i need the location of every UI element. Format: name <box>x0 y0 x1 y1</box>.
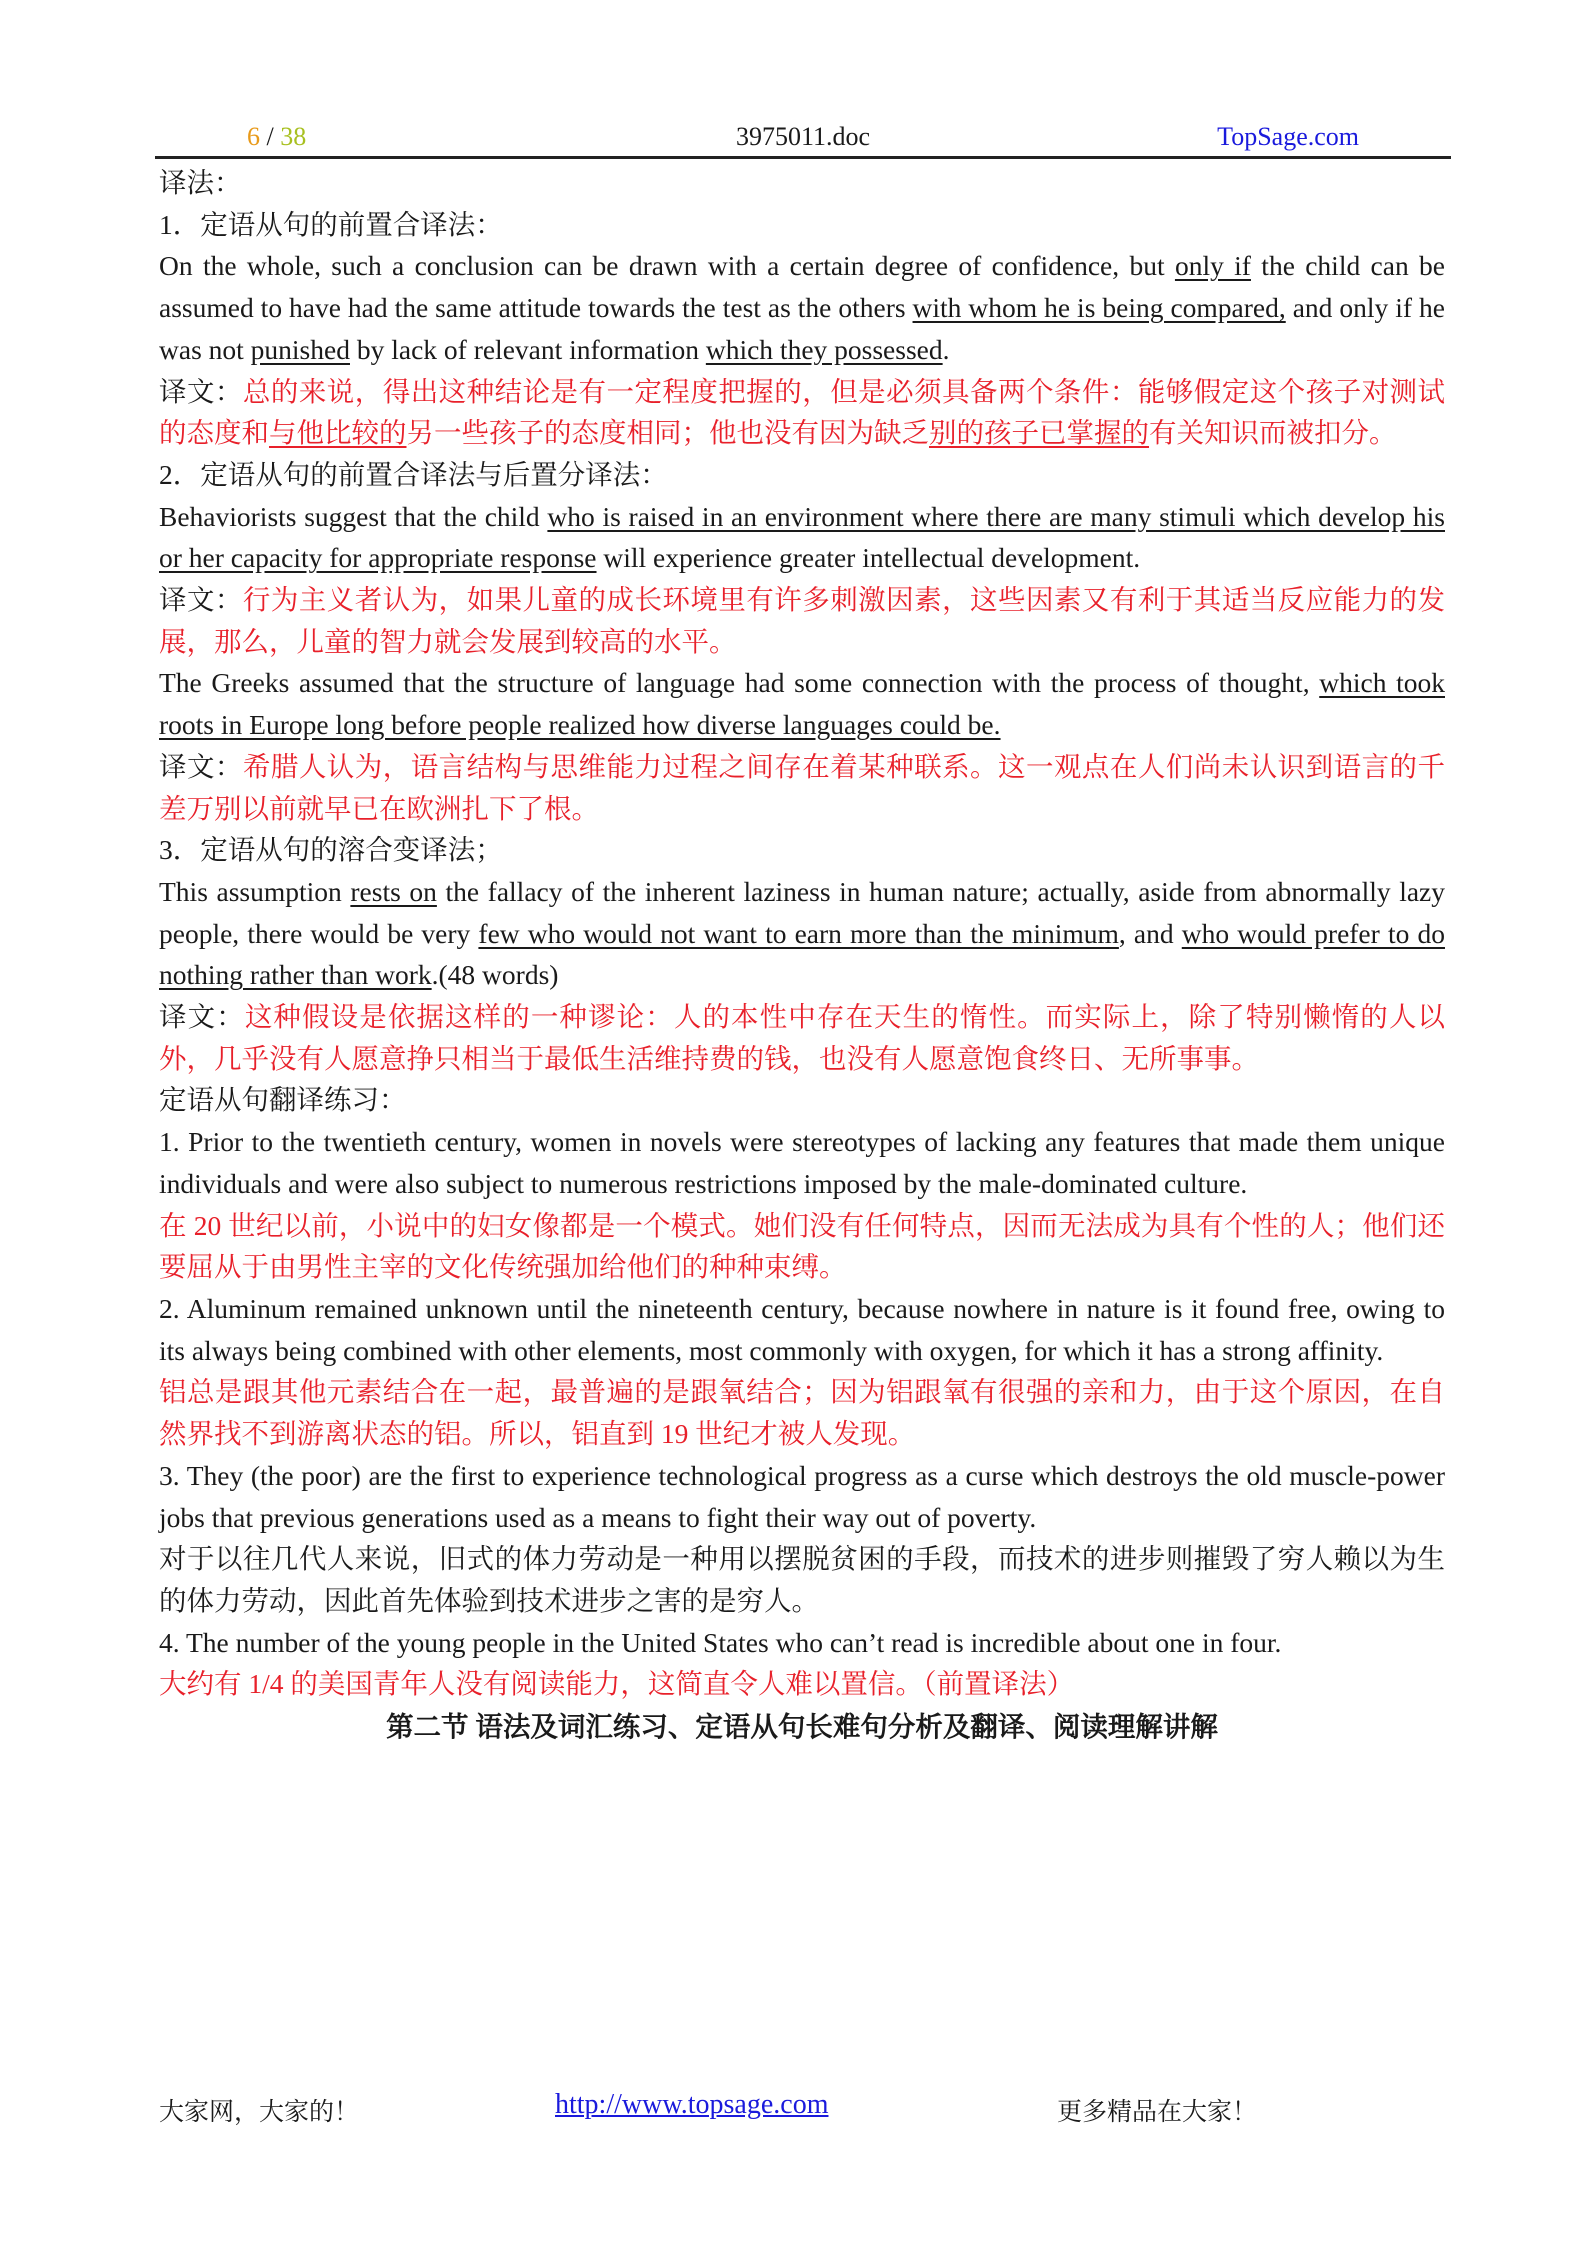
text-segment: 定语从句翻译练习： <box>159 1084 407 1116</box>
paragraph <box>159 1622 1445 1664</box>
text-segment: 2. Aluminum remained unknown until the nineteenth century, because nowhere in nature is it found free, owing to its always being combined with other elements, most commonly with oxygen, for which it has a strong affinity. <box>159 1292 1445 1366</box>
text-segment: 译文： <box>159 375 243 407</box>
section-heading: 第二节 语法及词汇练习、定语从句长难句分析及翻译、阅读理解讲解 <box>386 1711 1218 1743</box>
text-segment: The Greeks assumed that the structure of language had some connection with the process of thought, <box>159 667 1320 699</box>
underlined-text: 别的孩子已掌握的 <box>929 417 1149 449</box>
paragraph <box>159 579 1445 662</box>
footer-promo: 更多精品在大家！ <box>1057 2099 1258 2126</box>
underlined-text: who is raised in an environment where there are many stimuli which develop his or her capacity for appropriate response <box>159 500 1445 574</box>
paragraph <box>159 871 1445 996</box>
text-segment: the fallacy of the inherent laziness in human nature; actually, aside from abnormally lazy people, there would be very <box>159 875 1446 949</box>
document-body <box>159 162 1445 1748</box>
text-segment: . <box>942 333 950 365</box>
text-segment: .(48 words) <box>431 959 559 991</box>
text-segment: and only if he was not <box>159 292 1445 365</box>
text-segment: 总的来说，得出这种结论是有一定程度把握的，但是必须具备两个条件：能够假定这个孩子对测试的态度和 <box>159 375 1446 449</box>
paragraph <box>159 829 1445 871</box>
document-name: 3975011.doc <box>735 122 871 151</box>
paragraph <box>159 1538 1445 1621</box>
text-segment: 铝总是跟其他元素结合在一起，最普遍的是跟氧结合；因为铝跟氧有很强的亲和力，由于这个原因，在自然界找不到游离状态的铝。所以，铝直到 19 世纪才被人发现。 <box>159 1376 1445 1450</box>
text-segment: , and <box>1118 917 1182 949</box>
text-segment: 有关知识而被扣分。 <box>1149 417 1397 449</box>
footer-link[interactable]: http://www.topsage.com <box>555 2089 829 2120</box>
paragraph <box>159 996 1445 1079</box>
paragraph <box>159 1663 1445 1705</box>
total-pages: 38 <box>280 122 307 151</box>
underlined-text: who would prefer to do nothing rather than work <box>159 917 1445 991</box>
text-segment: 3．定语从句的溶合变译法； <box>159 834 503 866</box>
text-segment: 1．定语从句的前置合译法： <box>159 208 503 240</box>
underlined-text: rests on <box>350 875 437 907</box>
text-segment: 2．定语从句的前置合译法与后置分译法： <box>159 458 668 490</box>
underlined-text: with whom he is being compared, <box>912 292 1286 324</box>
underlined-text: 与他比较的 <box>269 417 407 449</box>
paragraph <box>159 662 1445 745</box>
underlined-text: few who would not want to earn more than the minimum <box>478 917 1119 949</box>
paragraph <box>159 1121 1445 1204</box>
text-segment: 行为主义者认为，如果儿童的成长环境里有许多刺激因素，这些因素又有利于其适当反应能力的发展，那么，儿童的智力就会发展到较高的水平。 <box>159 584 1446 657</box>
text-segment: by lack of relevant information <box>349 333 706 365</box>
text-segment: 译文： <box>159 584 243 616</box>
text-segment: the child can be assumed to have had the same attitude towards the test as the others <box>159 250 1445 324</box>
text-segment: 译文： <box>159 1001 245 1033</box>
footer-slogan: 大家网，大家的！ <box>159 2099 360 2126</box>
text-segment: 大约有 1/4 的美国青年人没有阅读能力，这简直令人难以置信。（前置译法） <box>159 1668 1075 1700</box>
paragraph <box>159 1288 1445 1371</box>
text-segment: 对于以往几代人来说，旧式的体力劳动是一种用以摆脱贫困的手段，而技术的进步则摧毁了穷人赖以为生的体力劳动，因此首先体验到技术进步之害的是穷人。 <box>159 1543 1445 1616</box>
paragraph <box>159 1079 1445 1121</box>
text-segment: 译法： <box>159 167 242 198</box>
text-segment: On the whole, such a conclusion can be drawn with a certain degree of confidence, but <box>159 250 1175 282</box>
site-name: TopSage.com <box>1217 122 1359 151</box>
current-page: 6 <box>247 122 260 151</box>
paragraph <box>159 1371 1445 1454</box>
paragraph <box>159 1205 1445 1288</box>
text-segment: 另一些孩子的态度相同；他也没有因为缺乏 <box>406 417 929 449</box>
text-segment: 希腊人认为，语言结构与思维能力过程之间存在着某种联系。这一观点在人们尚未认识到语言的千差万别以前就早已在欧洲扎下了根。 <box>159 750 1446 824</box>
text-segment: 译文： <box>159 750 243 782</box>
underlined-text: only if <box>1174 250 1251 282</box>
paragraph <box>159 245 1445 370</box>
underlined-text: which they possessed <box>705 333 943 365</box>
text-segment: 1. Prior to the twentieth century, women in novels were stereotypes of lacking any features that made them unique individuals and were also subject to numerous restrictions imposed by the male-dominated culture. <box>159 1126 1445 1199</box>
text-segment: will experience greater intellectual development. <box>596 542 1141 574</box>
text-segment: 4. The number of the young people in the United States who can’t read is incredible about one in four. <box>159 1626 1282 1658</box>
paragraph <box>159 496 1445 579</box>
page-header <box>155 118 1451 159</box>
paragraph <box>159 204 1445 246</box>
text-segment: This assumption <box>159 875 351 907</box>
paragraph <box>159 1455 1445 1538</box>
underlined-text: which took roots in Europe long before people realized how diverse languages could be. <box>159 667 1445 741</box>
text-segment: Behaviorists suggest that the child <box>159 500 548 532</box>
paragraph <box>159 454 1445 496</box>
paragraph <box>159 162 1445 204</box>
text-segment: 在 20 世纪以前，小说中的妇女像都是一个模式。她们没有任何特点，因而无法成为具有个性的人；他们还要屈从于由男性主宰的文化传统强加给他们的种种束缚。 <box>159 1209 1445 1283</box>
text-segment: 3. They (the poor) are the first to experience technological progress as a curse which destroys the old muscle-power jobs that previous generations used as a means to fight their way out of poverty. <box>159 1459 1445 1533</box>
paragraph <box>159 371 1445 454</box>
underlined-text: punished <box>250 333 350 365</box>
text-segment: 这种假设是依据这样的一种谬论：人的本性中存在天生的惰性。而实际上，除了特别懒惰的人以外，几乎没有人愿意挣只相当于最低生活维持费的钱，也没有人愿意饱食终日、无所事事。 <box>159 1001 1446 1074</box>
page-separator: / <box>260 122 281 151</box>
paragraph <box>159 746 1445 829</box>
